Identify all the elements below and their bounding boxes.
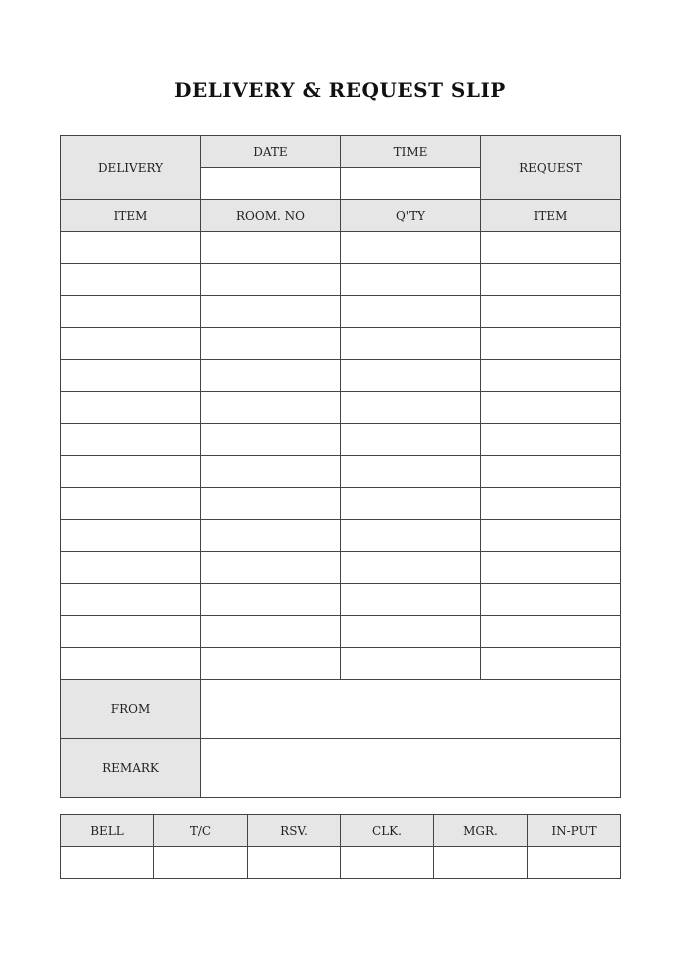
request-item-cell[interactable]	[481, 648, 621, 680]
qty-cell[interactable]	[341, 584, 481, 616]
qty-cell[interactable]	[341, 424, 481, 456]
request-item-cell[interactable]	[481, 360, 621, 392]
request-item-cell[interactable]	[481, 328, 621, 360]
signoff-table	[60, 814, 621, 879]
table-row	[61, 264, 621, 296]
signoff-field-t-c[interactable]	[154, 847, 248, 879]
qty-cell[interactable]	[341, 328, 481, 360]
room-no-cell[interactable]	[201, 616, 341, 648]
delivery-item-cell[interactable]	[61, 328, 201, 360]
request-item-cell[interactable]	[481, 584, 621, 616]
room-no-cell[interactable]	[201, 296, 341, 328]
room-no-cell[interactable]	[201, 456, 341, 488]
delivery-item-cell[interactable]	[61, 360, 201, 392]
request-item-cell[interactable]	[481, 520, 621, 552]
signoff-field-in-put[interactable]	[528, 847, 621, 879]
signoff-field-mgr[interactable]	[434, 847, 528, 879]
table-row	[61, 488, 621, 520]
table-row	[61, 296, 621, 328]
request-item-cell[interactable]	[481, 264, 621, 296]
column-header-request-item: ITEM	[481, 200, 621, 232]
qty-cell[interactable]	[341, 296, 481, 328]
time-header: TIME	[341, 136, 481, 168]
signoff-label-in-put: IN-PUT	[528, 815, 621, 847]
request-item-cell[interactable]	[481, 392, 621, 424]
request-item-cell[interactable]	[481, 488, 621, 520]
request-item-cell[interactable]	[481, 424, 621, 456]
delivery-item-cell[interactable]	[61, 264, 201, 296]
delivery-item-cell[interactable]	[61, 616, 201, 648]
request-header: REQUEST	[481, 136, 621, 200]
qty-cell[interactable]	[341, 392, 481, 424]
qty-cell[interactable]	[341, 232, 481, 264]
delivery-item-cell[interactable]	[61, 232, 201, 264]
request-item-cell[interactable]	[481, 296, 621, 328]
qty-cell[interactable]	[341, 264, 481, 296]
request-item-cell[interactable]	[481, 616, 621, 648]
table-row	[61, 392, 621, 424]
request-item-cell[interactable]	[481, 456, 621, 488]
room-no-cell[interactable]	[201, 392, 341, 424]
qty-cell[interactable]	[341, 616, 481, 648]
signoff-field-bell[interactable]	[61, 847, 154, 879]
room-no-cell[interactable]	[201, 424, 341, 456]
room-no-cell[interactable]	[201, 232, 341, 264]
delivery-item-cell[interactable]	[61, 520, 201, 552]
room-no-cell[interactable]	[201, 552, 341, 584]
column-header-delivery-item: ITEM	[61, 200, 201, 232]
table-row	[61, 616, 621, 648]
from-field[interactable]	[201, 680, 621, 739]
table-row	[61, 584, 621, 616]
request-item-cell[interactable]	[481, 232, 621, 264]
delivery-item-cell[interactable]	[61, 392, 201, 424]
delivery-item-cell[interactable]	[61, 488, 201, 520]
time-field[interactable]	[341, 168, 481, 200]
qty-cell[interactable]	[341, 360, 481, 392]
room-no-cell[interactable]	[201, 648, 341, 680]
table-row	[61, 328, 621, 360]
table-row	[61, 520, 621, 552]
remark-label: REMARK	[61, 739, 201, 798]
signoff-label-clk: CLK.	[341, 815, 434, 847]
signoff-label-rsv: RSV.	[248, 815, 341, 847]
date-field[interactable]	[201, 168, 341, 200]
room-no-cell[interactable]	[201, 360, 341, 392]
delivery-item-cell[interactable]	[61, 296, 201, 328]
room-no-cell[interactable]	[201, 328, 341, 360]
room-no-cell[interactable]	[201, 584, 341, 616]
room-no-cell[interactable]	[201, 520, 341, 552]
from-label: FROM	[61, 680, 201, 739]
qty-cell[interactable]	[341, 648, 481, 680]
delivery-item-cell[interactable]	[61, 424, 201, 456]
table-row	[61, 360, 621, 392]
qty-cell[interactable]	[341, 488, 481, 520]
date-header: DATE	[201, 136, 341, 168]
column-header-qty: Q'TY	[341, 200, 481, 232]
table-row	[61, 552, 621, 584]
room-no-cell[interactable]	[201, 264, 341, 296]
qty-cell[interactable]	[341, 520, 481, 552]
qty-cell[interactable]	[341, 456, 481, 488]
slip-title: DELIVERY & REQUEST SLIP	[174, 78, 506, 102]
delivery-item-cell[interactable]	[61, 552, 201, 584]
room-no-cell[interactable]	[201, 488, 341, 520]
signoff-field-rsv[interactable]	[248, 847, 341, 879]
table-row	[61, 232, 621, 264]
signoff-field-clk[interactable]	[341, 847, 434, 879]
request-item-cell[interactable]	[481, 552, 621, 584]
table-row	[61, 424, 621, 456]
signoff-label-t-c: T/C	[154, 815, 248, 847]
remark-field[interactable]	[201, 739, 621, 798]
delivery-item-cell[interactable]	[61, 648, 201, 680]
delivery-header: DELIVERY	[61, 136, 201, 200]
table-row	[61, 456, 621, 488]
column-header-room-no: ROOM. NO	[201, 200, 341, 232]
delivery-item-cell[interactable]	[61, 456, 201, 488]
delivery-request-table	[60, 135, 621, 798]
qty-cell[interactable]	[341, 552, 481, 584]
signoff-label-mgr: MGR.	[434, 815, 528, 847]
delivery-item-cell[interactable]	[61, 584, 201, 616]
signoff-label-bell: BELL	[61, 815, 154, 847]
table-row	[61, 648, 621, 680]
